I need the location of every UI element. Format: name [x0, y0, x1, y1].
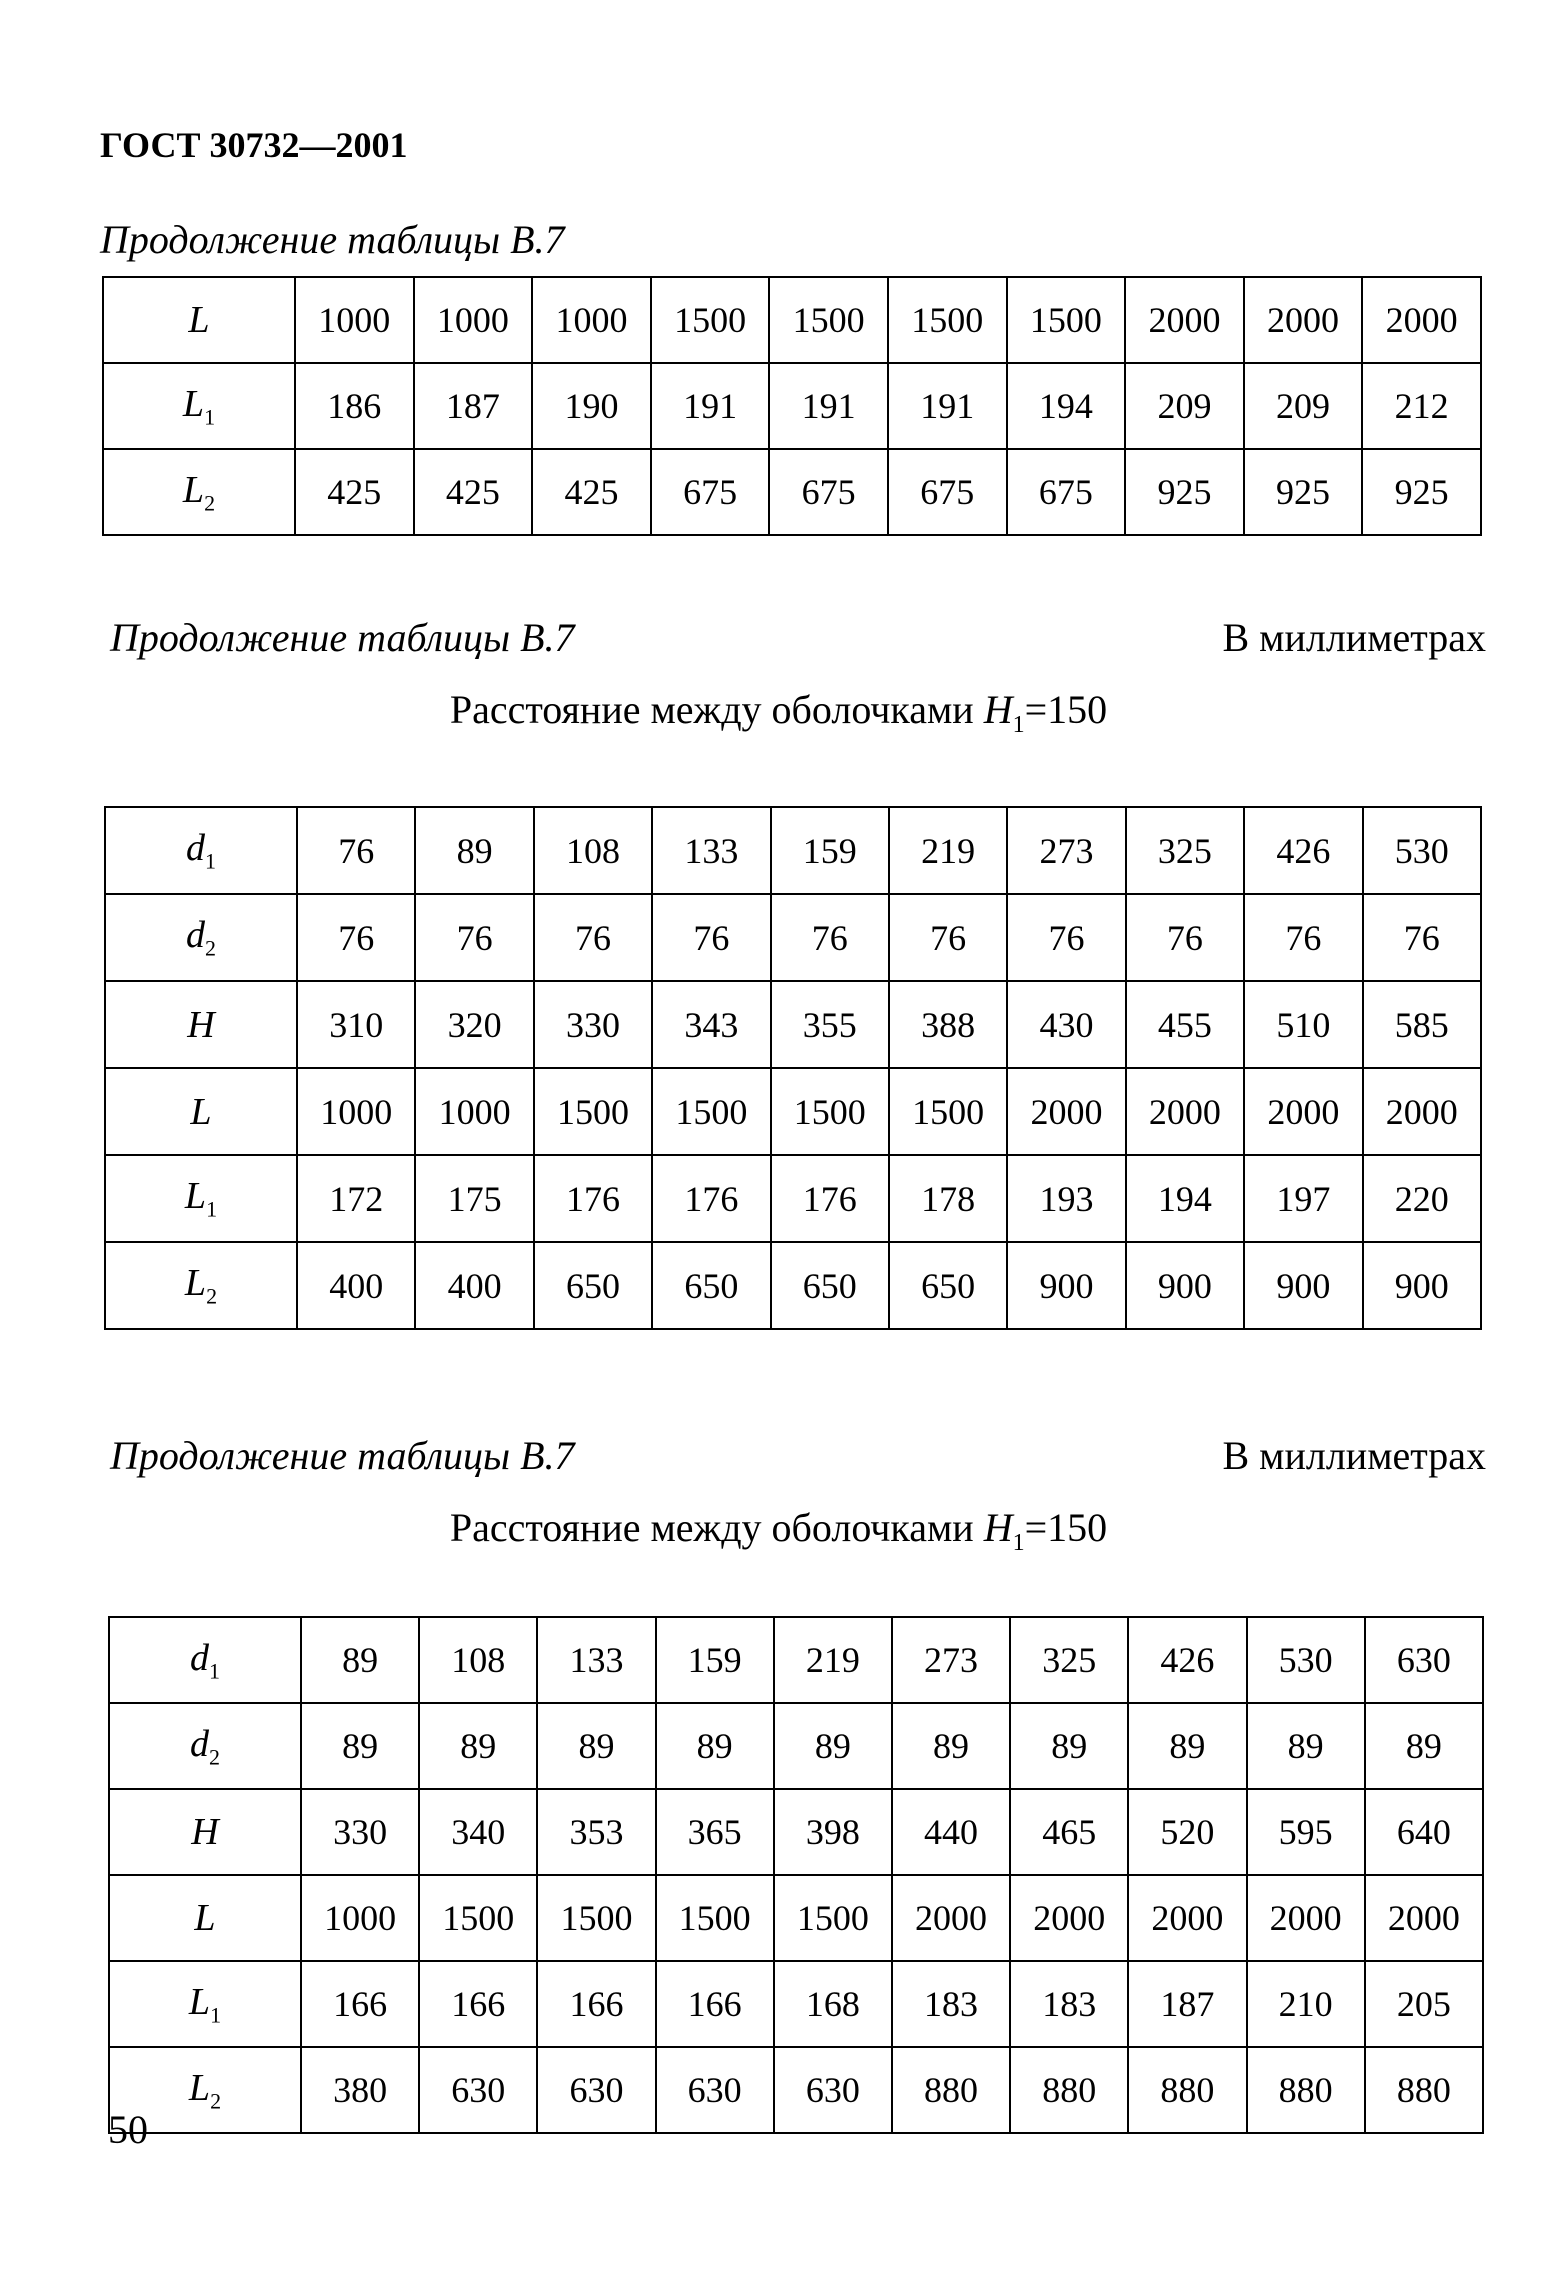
table-cell: 380 [301, 2047, 419, 2133]
table-cell: 183 [892, 1961, 1010, 2047]
table-cell: 89 [419, 1703, 537, 1789]
table-cell: 176 [771, 1155, 889, 1242]
subtitle-symbol: H [983, 1505, 1013, 1550]
table-cell: 365 [656, 1789, 774, 1875]
table-cell: 1500 [889, 1068, 1007, 1155]
table-row [105, 1068, 1481, 1155]
table-cell: 194 [1007, 363, 1126, 449]
table-cell: 925 [1244, 449, 1363, 535]
table-row [109, 1617, 1483, 1703]
table-cell: 2000 [1128, 1875, 1246, 1961]
table-row [105, 807, 1481, 894]
table-subtitle [0, 1504, 1557, 1557]
table-cell: 2000 [1126, 1068, 1244, 1155]
table-cell: 530 [1363, 807, 1481, 894]
table-cell: 355 [771, 981, 889, 1068]
subtitle-text: Расстояние между оболочками [449, 687, 984, 732]
row-header [109, 1617, 301, 1703]
subtitle-symbol-subscript: 1 [1012, 1530, 1025, 1556]
table-cell: 1000 [301, 1875, 419, 1961]
row-header [105, 1155, 297, 1242]
table-cell: 1500 [534, 1068, 652, 1155]
table-cell: 176 [652, 1155, 770, 1242]
table-cell: 1500 [537, 1875, 655, 1961]
table-cell: 900 [1244, 1242, 1362, 1329]
table-cell: 520 [1128, 1789, 1246, 1875]
table-cell: 343 [652, 981, 770, 1068]
table-cell: 426 [1128, 1617, 1246, 1703]
table-caption: Продолжение таблицы В.7 [100, 217, 565, 262]
row-symbol-subscript: 2 [209, 1744, 220, 1770]
table-cell: 650 [889, 1242, 1007, 1329]
table-cell: 89 [1128, 1703, 1246, 1789]
row-symbol: L [190, 1090, 212, 1133]
row-symbol: L [182, 382, 205, 425]
table-cell: 530 [1247, 1617, 1365, 1703]
table-cell: 880 [1247, 2047, 1365, 2133]
table-cell: 675 [1007, 449, 1126, 535]
table-cell: 133 [537, 1617, 655, 1703]
subtitle-text: Расстояние между оболочками [449, 1505, 984, 1550]
table-cell: 1500 [774, 1875, 892, 1961]
table-cell: 880 [1010, 2047, 1128, 2133]
row-symbol: H [187, 1003, 215, 1046]
table-cell: 640 [1365, 1789, 1483, 1875]
table-cell: 630 [419, 2047, 537, 2133]
table-caption: Продолжение таблицы В.7 [110, 1433, 575, 1478]
row-symbol: H [191, 1811, 219, 1853]
table-row [105, 1242, 1481, 1329]
row-symbol: L [188, 2066, 211, 2109]
table-cell: 191 [651, 363, 770, 449]
table-cell: 900 [1363, 1242, 1481, 1329]
table-row [105, 894, 1481, 981]
table-row [105, 981, 1481, 1068]
table-cell: 400 [297, 1242, 415, 1329]
table-cell: 89 [892, 1703, 1010, 1789]
row-symbol: L [188, 299, 210, 341]
table-cell: 630 [656, 2047, 774, 2133]
table-cell: 595 [1247, 1789, 1365, 1875]
table-cell: 273 [1007, 807, 1125, 894]
table-cell: 320 [415, 981, 533, 1068]
row-symbol: L [184, 1262, 207, 1305]
table-cell: 400 [415, 1242, 533, 1329]
table-cell: 675 [651, 449, 770, 535]
table-cell: 1500 [419, 1875, 537, 1961]
table-cell: 2000 [1007, 1068, 1125, 1155]
table-cell: 193 [1007, 1155, 1125, 1242]
table-cell: 76 [1007, 894, 1125, 981]
subtitle-symbol: H [983, 687, 1013, 732]
table-cell: 76 [297, 894, 415, 981]
table-cell: 89 [1247, 1703, 1365, 1789]
row-symbol: d [190, 1722, 209, 1765]
table-cell: 197 [1244, 1155, 1362, 1242]
row-header [109, 1789, 301, 1875]
table-cell: 430 [1007, 981, 1125, 1068]
table-cell: 425 [414, 449, 533, 535]
table-cell: 330 [534, 981, 652, 1068]
table-row [103, 277, 1481, 363]
table-cell: 76 [1244, 894, 1362, 981]
table-cell: 1500 [769, 277, 888, 363]
row-header [109, 1961, 301, 2047]
units-note: В миллиметрах [1222, 1433, 1486, 1478]
units-note: В миллиметрах [1222, 615, 1486, 660]
table-cell: 183 [1010, 1961, 1128, 2047]
table-cell: 76 [297, 807, 415, 894]
table-cell: 89 [1010, 1703, 1128, 1789]
row-symbol: L [188, 1980, 211, 2023]
subtitle-symbol-subscript: 1 [1012, 712, 1025, 738]
table-cell: 89 [774, 1703, 892, 1789]
table-cell: 133 [652, 807, 770, 894]
standard-title: ГОСТ 30732—2001 [100, 125, 408, 165]
table-row [109, 1789, 1483, 1875]
table-cell: 108 [419, 1617, 537, 1703]
row-symbol: d [186, 827, 205, 870]
table-row [103, 363, 1481, 449]
table-cell: 353 [537, 1789, 655, 1875]
table-cell: 89 [415, 807, 533, 894]
table-cell: 650 [534, 1242, 652, 1329]
table-cell: 426 [1244, 807, 1362, 894]
table-cell: 76 [1363, 894, 1481, 981]
table-row [109, 1875, 1483, 1961]
table-cell: 89 [301, 1617, 419, 1703]
table-cell: 166 [419, 1961, 537, 2047]
table-cell: 89 [656, 1703, 774, 1789]
table-cell: 76 [771, 894, 889, 981]
row-header [105, 894, 297, 981]
table-cell: 205 [1365, 1961, 1483, 2047]
table-row [109, 1703, 1483, 1789]
table-cell: 880 [1365, 2047, 1483, 2133]
table-cell: 675 [888, 449, 1007, 535]
table-cell: 2000 [1363, 1068, 1481, 1155]
table-cell: 880 [892, 2047, 1010, 2133]
row-symbol: L [182, 468, 205, 511]
row-symbol: d [186, 914, 205, 957]
table-cell: 455 [1126, 981, 1244, 1068]
table-cell: 900 [1126, 1242, 1244, 1329]
table-cell: 209 [1244, 363, 1363, 449]
table-cell: 220 [1363, 1155, 1481, 1242]
table-cell: 178 [889, 1155, 1007, 1242]
table-cell: 176 [534, 1155, 652, 1242]
table-cell: 76 [889, 894, 1007, 981]
row-header [103, 449, 295, 535]
table-cell: 1500 [888, 277, 1007, 363]
subtitle-value: =150 [1024, 687, 1108, 732]
table-cell: 585 [1363, 981, 1481, 1068]
table-cell: 2000 [1010, 1875, 1128, 1961]
subtitle-value: =150 [1024, 1505, 1108, 1550]
table-row [103, 449, 1481, 535]
table-cell: 108 [534, 807, 652, 894]
table-cell: 2000 [892, 1875, 1010, 1961]
table-row [105, 1155, 1481, 1242]
row-symbol-subscript: 2 [204, 490, 216, 516]
table-cell: 209 [1125, 363, 1244, 449]
row-symbol-subscript: 1 [210, 2002, 222, 2028]
row-symbol-subscript: 2 [210, 2088, 222, 2114]
table-cell: 1500 [652, 1068, 770, 1155]
table-cell: 219 [774, 1617, 892, 1703]
table-cell: 440 [892, 1789, 1010, 1875]
table-cell: 340 [419, 1789, 537, 1875]
row-symbol-subscript: 1 [205, 848, 216, 874]
row-symbol: L [194, 1897, 216, 1939]
table-cell: 650 [652, 1242, 770, 1329]
table-cell: 2000 [1362, 277, 1481, 363]
table-cell: 425 [532, 449, 651, 535]
table-cell: 330 [301, 1789, 419, 1875]
table-cell: 630 [1365, 1617, 1483, 1703]
table-cell: 1000 [532, 277, 651, 363]
table-caption: Продолжение таблицы В.7 [110, 615, 575, 660]
row-header [105, 807, 297, 894]
table-cell: 89 [537, 1703, 655, 1789]
table-cell: 398 [774, 1789, 892, 1875]
table-cell: 425 [295, 449, 414, 535]
table-cell: 1500 [1007, 277, 1126, 363]
table-cell: 194 [1126, 1155, 1244, 1242]
table-cell: 325 [1126, 807, 1244, 894]
row-header [103, 277, 295, 363]
row-header [105, 1242, 297, 1329]
table-cell: 166 [656, 1961, 774, 2047]
table-cell: 159 [771, 807, 889, 894]
table-cell: 187 [1128, 1961, 1246, 2047]
table-cell: 159 [656, 1617, 774, 1703]
table-cell: 880 [1128, 2047, 1246, 2133]
table-cell: 510 [1244, 981, 1362, 1068]
table-cell: 219 [889, 807, 1007, 894]
table-cell: 273 [892, 1617, 1010, 1703]
table-cell: 1500 [651, 277, 770, 363]
table-cell: 190 [532, 363, 651, 449]
data-table [108, 1616, 1484, 2134]
table-cell: 76 [1126, 894, 1244, 981]
table-cell: 1000 [295, 277, 414, 363]
table-cell: 212 [1362, 363, 1481, 449]
page-number: 50 [108, 2107, 148, 2152]
table-cell: 630 [774, 2047, 892, 2133]
row-header [105, 981, 297, 1068]
table-cell: 191 [769, 363, 888, 449]
row-symbol-subscript: 1 [206, 1196, 218, 1222]
table-cell: 388 [889, 981, 1007, 1068]
table-cell: 2000 [1247, 1875, 1365, 1961]
table-cell: 650 [771, 1242, 889, 1329]
table-cell: 310 [297, 981, 415, 1068]
row-symbol-subscript: 1 [209, 1658, 220, 1684]
table-cell: 191 [888, 363, 1007, 449]
table-cell: 89 [301, 1703, 419, 1789]
table-cell: 172 [297, 1155, 415, 1242]
table-cell: 465 [1010, 1789, 1128, 1875]
table-cell: 89 [1365, 1703, 1483, 1789]
table-cell: 325 [1010, 1617, 1128, 1703]
data-table [102, 276, 1482, 536]
table-cell: 2000 [1125, 277, 1244, 363]
table-cell: 166 [301, 1961, 419, 2047]
table-row [109, 2047, 1483, 2133]
table-cell: 76 [534, 894, 652, 981]
table-cell: 1500 [771, 1068, 889, 1155]
row-header [105, 1068, 297, 1155]
table-cell: 175 [415, 1155, 533, 1242]
table-cell: 187 [414, 363, 533, 449]
row-symbol-subscript: 1 [204, 404, 216, 430]
table-cell: 168 [774, 1961, 892, 2047]
table-row [109, 1961, 1483, 2047]
table-cell: 76 [652, 894, 770, 981]
table-cell: 900 [1007, 1242, 1125, 1329]
row-symbol-subscript: 2 [206, 1283, 218, 1309]
table-cell: 2000 [1365, 1875, 1483, 1961]
table-cell: 2000 [1244, 277, 1363, 363]
table-cell: 186 [295, 363, 414, 449]
table-cell: 1000 [414, 277, 533, 363]
row-symbol: d [190, 1636, 209, 1679]
table-cell: 2000 [1244, 1068, 1362, 1155]
table-cell: 675 [769, 449, 888, 535]
table-cell: 210 [1247, 1961, 1365, 2047]
row-header [109, 1703, 301, 1789]
data-table [104, 806, 1482, 1330]
row-symbol-subscript: 2 [205, 935, 216, 961]
table-cell: 630 [537, 2047, 655, 2133]
table-cell: 1500 [656, 1875, 774, 1961]
table-cell: 166 [537, 1961, 655, 2047]
row-symbol: L [184, 1175, 207, 1218]
table-cell: 1000 [415, 1068, 533, 1155]
table-subtitle [0, 686, 1557, 739]
table-cell: 76 [415, 894, 533, 981]
table-cell: 925 [1125, 449, 1244, 535]
row-header [103, 363, 295, 449]
table-cell: 1000 [297, 1068, 415, 1155]
table-cell: 925 [1362, 449, 1481, 535]
row-header [109, 1875, 301, 1961]
